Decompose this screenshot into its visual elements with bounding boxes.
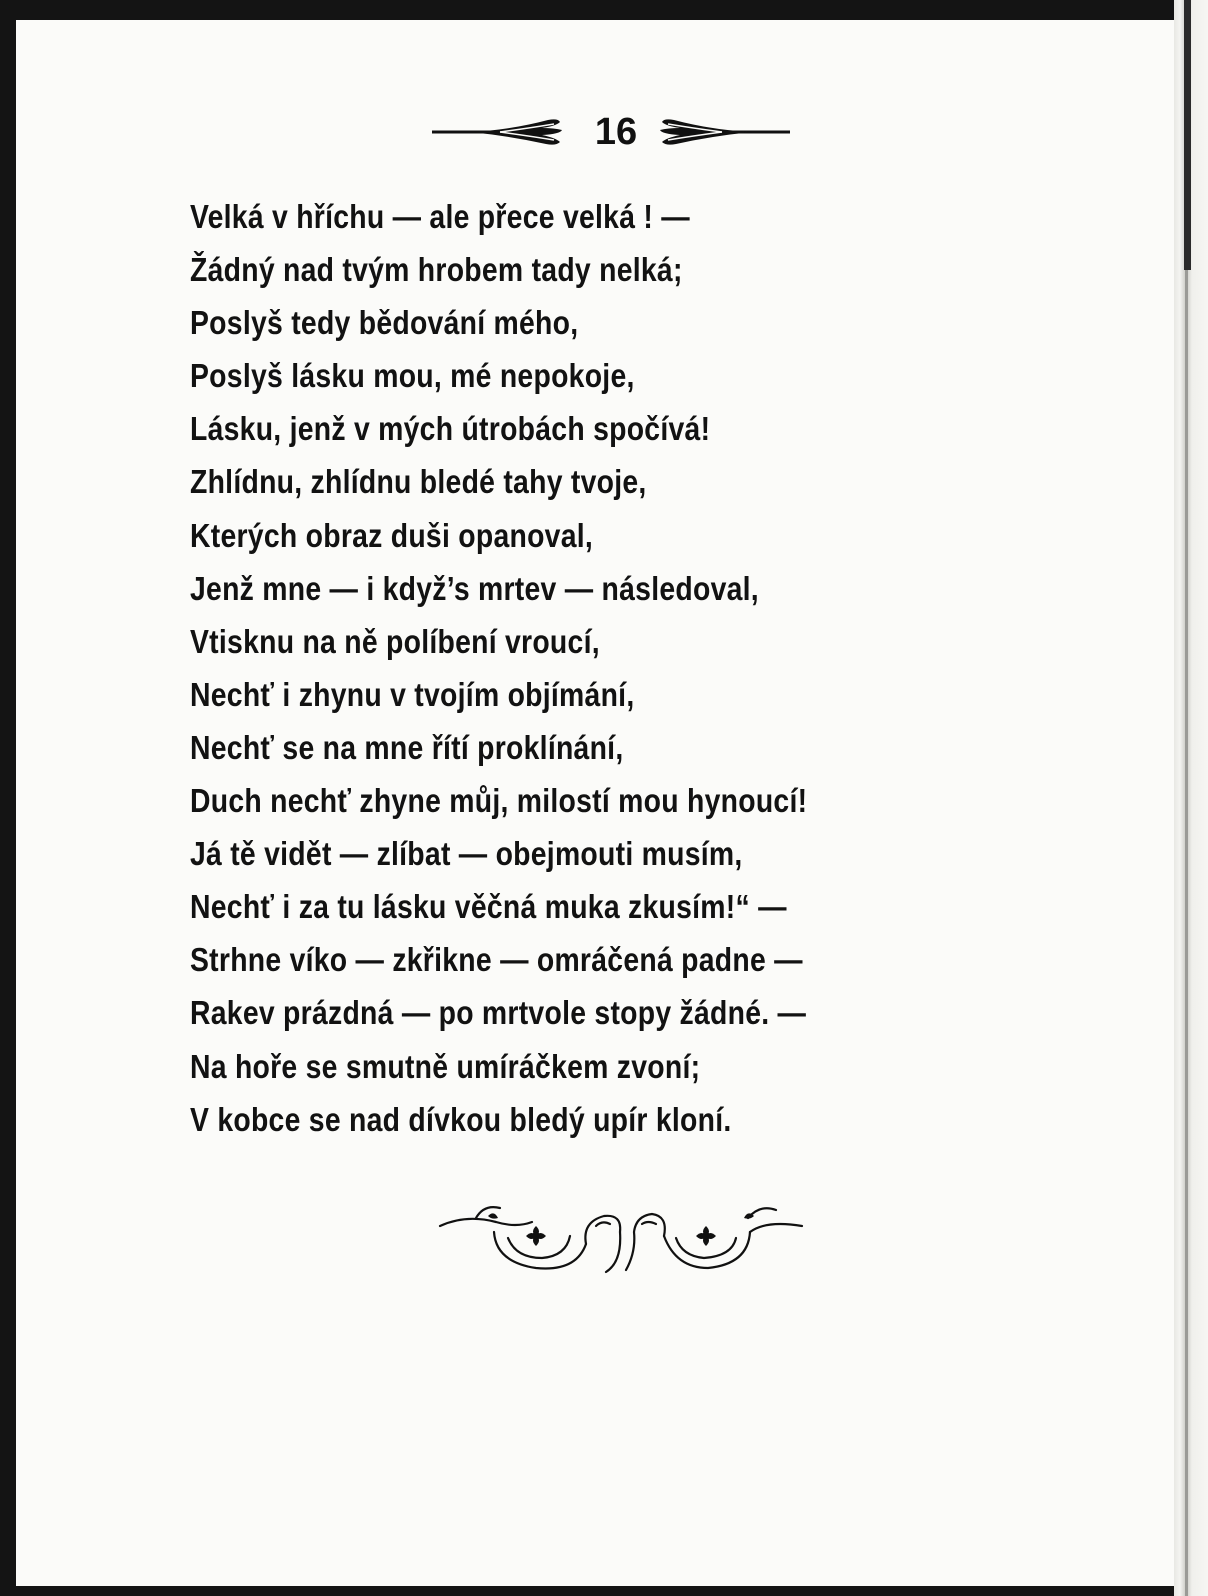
poem-line: Lásku, jenž v mých útrobách spočívá! <box>190 410 711 448</box>
floral-tailpiece-icon <box>436 1192 806 1282</box>
page-right-edge <box>1174 0 1208 1596</box>
poem-line: Já tě vidět — zlíbat — obejmouti musím, <box>190 835 743 873</box>
poem-line: Jenž mne — i když’s mrtev — následoval, <box>190 569 759 607</box>
edge-line <box>1185 270 1188 1596</box>
poem-line: Velká v hříchu — ale přece velká ! — <box>190 198 690 235</box>
poem-line: Na hoře se smutně umíráčkem zvoní; <box>190 1047 701 1085</box>
poem-line: Strhne víko — zkřikne — omráčená padne — <box>190 941 803 979</box>
page-header <box>430 108 800 156</box>
poem-line: Vtisknu na ně políbení vroucí, <box>190 622 600 660</box>
poem-line: Poslyš tedy bědování mého, <box>190 304 579 342</box>
page-number: 16 <box>594 111 638 153</box>
poem-line: Zhlídnu, zhlídnu bledé tahy tvoje, <box>190 463 647 501</box>
poem-line: Nechť i zhynu v tvojím objímání, <box>190 675 635 713</box>
poem-body <box>190 190 950 1146</box>
poem-line: Kterých obraz duši opanoval, <box>190 516 594 554</box>
poem-line: Poslyš lásku mou, mé nepokoje, <box>190 357 635 395</box>
poem-line: V kobce se nad dívkou bledý upír kloní. <box>190 1100 732 1138</box>
poem-line: Duch nechť zhyne můj, milostí mou hynoucí! <box>190 782 808 820</box>
poem-line: Nechť i za tu lásku věčná muka zkusím!“ — <box>190 888 787 926</box>
edge-shadow <box>1184 0 1191 270</box>
poem-line: Rakev prázdná — po mrtvole stopy žádné. — <box>190 994 807 1032</box>
poem-line: Žádný nad tvým hrobem tady nelká; <box>190 251 683 289</box>
arrow-ornament-right-icon <box>652 116 792 148</box>
arrow-ornament-left-icon <box>430 116 570 148</box>
poem-line: Nechť se na mne řítí proklínání, <box>190 728 624 766</box>
